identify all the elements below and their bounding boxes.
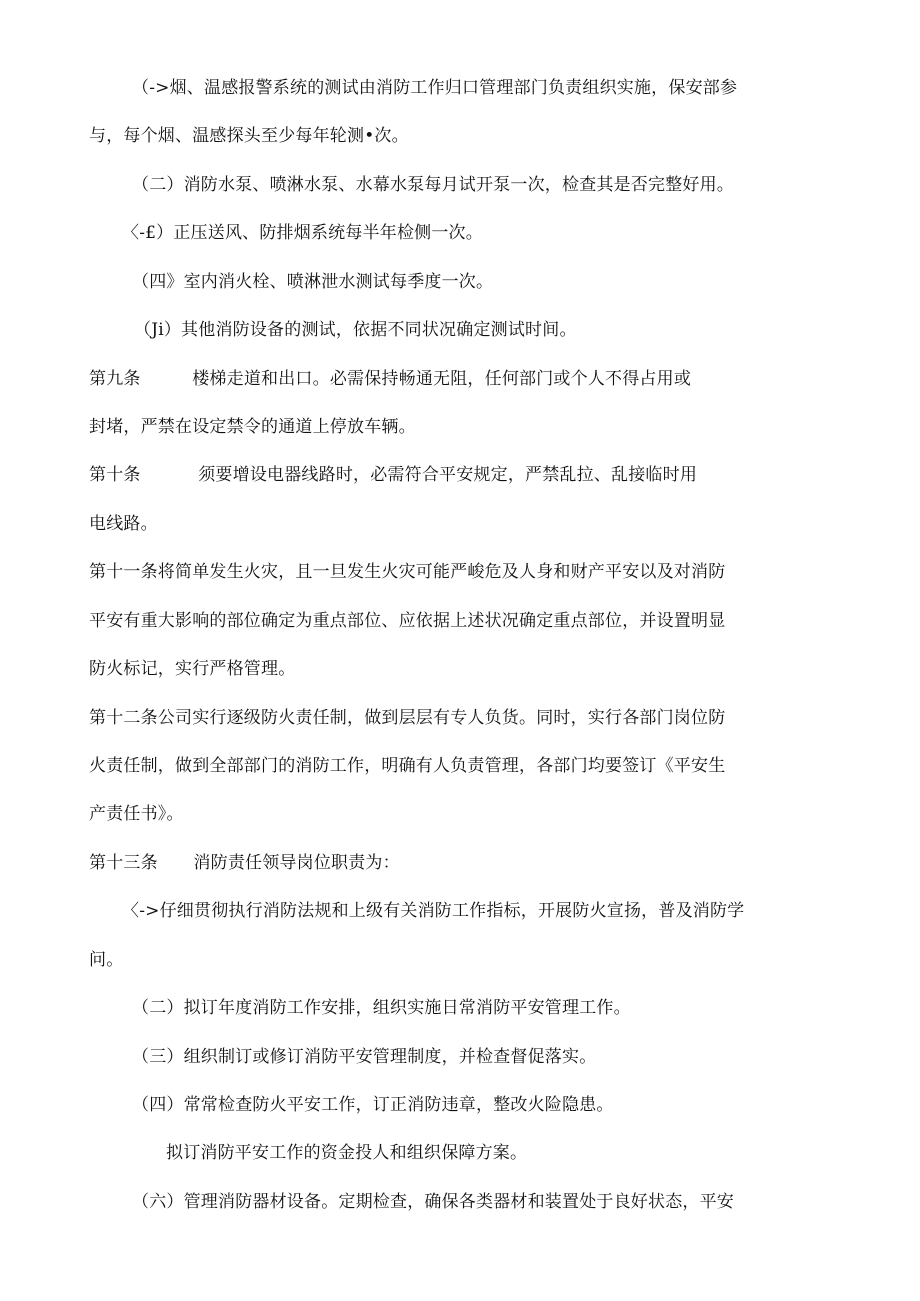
text-line: （六）管理消防器材设备。定期检查，确保各类器材和装置处于良好状态，平安 (132, 1192, 734, 1212)
article-10-line (89, 463, 697, 487)
text-line: 〈-£）正压送风、防排烟系统每半年检侧一次。 (122, 223, 483, 243)
text-line: 问。 (89, 950, 124, 970)
text-line: （四）常常检查防火平安工作，订正消防违章，整改火险隐患。 (132, 1095, 614, 1115)
article-number: 第九条 (89, 369, 141, 389)
text-line: 平安有重大影响的部位确定为重点部位、应依据上述状况确定重点部位，并设置明显 (89, 611, 726, 631)
text-line: 电线路。 (89, 514, 158, 534)
text-line: 〈->仔细贯彻执行消防法规和上级有关消防工作指标，开展防火宣扬，普及消防学 (122, 901, 745, 921)
article-text: 楼梯走道和出口。必需保持畅通无阻，任何部门或个人不得占用或 (192, 369, 692, 389)
text-line: 封堵，严禁在设定禁令的通道上停放车辆。 (89, 417, 416, 437)
text-line: （四》室内消火栓、喷淋泄水测试每季度一次。 (132, 272, 494, 292)
article-13-line (89, 851, 400, 875)
text-line: （Ji）其他消防设备的测试，依据不同状况确定测试时间。 (134, 320, 577, 340)
text-line: （二）拟订年度消防工作安排，组织实施日常消防平安管理工作。 (132, 998, 631, 1018)
article-text: 须要增设电器线路时，必需符合平安规定，严禁乱拉、乱接临时用 (198, 465, 698, 485)
article-number: 第十条 (89, 465, 141, 485)
text-line: 第十一条将简单发生火灾，且一旦发生火灾可能严峻危及人身和财产平安以及对消防 (89, 562, 726, 582)
article-text: 消防责任领导岗位职责为： (193, 853, 400, 873)
text-line: 第十二条公司实行逐级防火责任制，做到层层有专人负货。同时，实行各部门岗位防 (89, 708, 726, 728)
text-line: 与，每个烟、温感探头至少每年轮测•次。 (89, 126, 409, 146)
text-line: （二）消防水泵、喷淋水泵、水幕水泵每月试开泵一次，检查其是否完整好用。 (132, 175, 734, 195)
text-line: 拟订消防平安工作的资金投人和组织保障方案。 (166, 1143, 528, 1163)
article-number: 第十三条 (89, 853, 158, 873)
text-line: （->烟、温感报警系统的测试由消防工作归口管理部门负责组织实施，保安部参 (132, 78, 738, 98)
text-line: 防火标记，实行严格管理。 (89, 659, 296, 679)
article-9-line (89, 367, 691, 391)
text-line: 产责任书》。 (89, 804, 184, 824)
text-line: 火责任制，做到全部部门的消防工作，明确有人负责管理，各部门均要签订《平安生 (89, 756, 726, 776)
text-line: （三）组织制订或修订消防平安管理制度，并检查督促落实。 (132, 1047, 597, 1067)
